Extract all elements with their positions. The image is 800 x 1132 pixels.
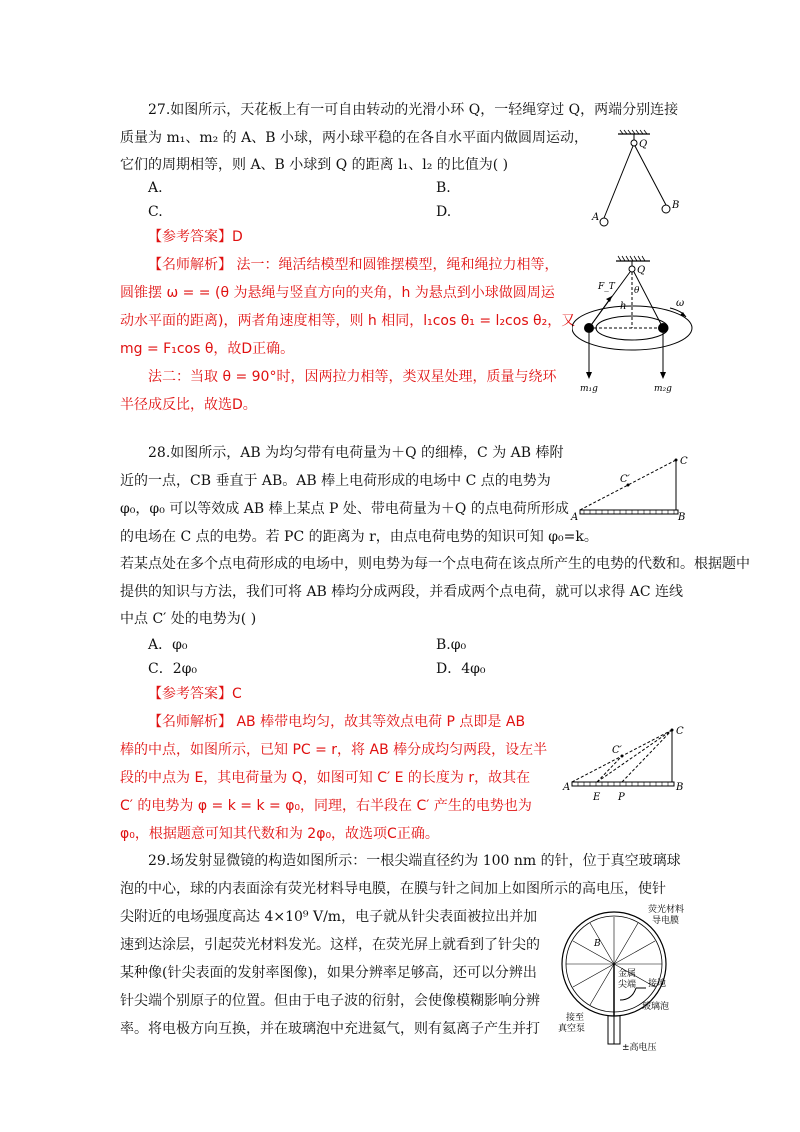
q28-figure-analysis [562, 720, 692, 804]
q27-analysis-3: 动水平面的距离)，两者角速度相等，则 h 相同，l₁cos θ₁ = l₂cos θ₂，又 [120, 313, 576, 329]
q27-figure-pendulums [590, 128, 690, 236]
q27-line-3: 它们的周期相等，则 A、B 小球到 Q 的距离 l₁、l₂ 的比值为( ) [120, 157, 509, 173]
q27-analysis-6: 半径成反比，故选D。 [120, 397, 257, 413]
q28-fig1-label-a: A [571, 512, 579, 522]
q28-fig1-label-cprime: C′ [620, 474, 630, 485]
q29-line-1: 29.场发射显微镜的构造如图所示：一根尖端直径约为 100 nm 的针，位于真空玻璃球 [148, 853, 681, 869]
q27-fig2-label-m2g: m₂g [654, 384, 672, 394]
q27-option-c: C. [148, 204, 163, 220]
q29-fig-label-film: 荧光材料 [648, 905, 685, 915]
q27-fig2-label-ft: F_T [598, 282, 615, 292]
q27-option-b: B. [436, 180, 451, 196]
q28-line-5: 若某点处在多个点电荷形成的电场中，则电势为每一个点电荷在该点所产生的电势的代数和。根据题中 [120, 556, 750, 572]
q29-fig-label-ground: 接地 [648, 979, 667, 989]
q29-line-5: 某种像(针尖表面的发射率图像)，如果分辨率足够高，还可以分辨出 [120, 965, 537, 981]
q29-fig-label-hv: ±高电压 [622, 1043, 657, 1053]
q27-fig2-label-q: Q [637, 265, 646, 276]
q27-analysis-2: 圆锥摆 ω = = (θ 为悬绳与竖直方向的夹角，h 为悬点到小球做圆周运 [120, 285, 555, 301]
q28-fig2-label-b: B [676, 782, 684, 793]
q29-line-2: 泡的中心，球的内表面涂有荧光材料导电膜，在膜与针之间加上如图所示的高电压，使针 [120, 881, 666, 897]
q28-analysis-1: 【名师解析】 AB 棒带电均匀，故其等效点电荷 P 点即是 AB [148, 714, 526, 730]
q27-fig2-label-theta: θ [634, 286, 640, 296]
q29-line-3: 尖附近的电场强度高达 4×10⁹ V/m，电子就从针尖表面被拉出并加 [120, 909, 538, 925]
q28-line-6: 提供的知识与方法，我们可将 AB 棒均分成两段，并看成两个点电荷，就可以求得 AC 连线 [120, 584, 684, 600]
q28-line-7: 中点 C′ 处的电势为( ) [120, 611, 257, 627]
q27-answer: 【参考答案】D [148, 229, 243, 245]
q29-fig-label-pump2: 真空泵 [558, 1024, 586, 1034]
q29-fig-label-tip: 金属 [618, 969, 637, 979]
q27-analysis-5: 法二：当取 θ = 90°时，因两拉力相等，类双星处理，质量与绕环 [148, 369, 557, 385]
q29-fig-label-pump: 接至 [566, 1013, 585, 1023]
q27-option-d: D. [436, 204, 452, 220]
q27-analysis-1: 【名师解析】 法一：绳活结模型和圆锥摆模型，绳和绳拉力相等， [148, 257, 559, 273]
q28-fig2-label-p: P [618, 792, 625, 803]
q27-fig2-label-h: h [620, 301, 627, 312]
q28-line-1: 28.如图所示，AB 为均匀带有电荷量为＋Q 的细棒，C 为 AB 棒附 [148, 445, 564, 461]
q27-line-1: 27.如图所示，天花板上有一可自由转动的光滑小环 Q，一轻绳穿过 Q，两端分别连接 [148, 102, 679, 118]
q27-analysis-4: mg = F₁cos θ，故D正确。 [120, 341, 295, 357]
q28-analysis-4: C′ 的电势为 φ = k = k = φ₀，同理，右半段在 C′ 产生的电势也为 [120, 798, 532, 814]
q28-line-4: 的电场在 C 点的电势。若 PC 的距离为 r，由点电荷电势的知识可知 φ₀=k。 [120, 529, 598, 545]
q27-fig2-label-m1g: m₁g [580, 384, 598, 394]
q29-fig-label-bulb: 玻璃泡 [642, 1002, 670, 1012]
q29-line-6: 针尖端个别原子的位置。但由于电子波的衍射，会使像模糊影响分辨 [120, 993, 540, 1009]
q28-option-c: C．2φ₀ [148, 661, 198, 677]
q27-fig1-label-q: Q [639, 139, 648, 150]
q28-analysis-5: φ₀，根据题意可知其代数和为 2φ₀，故选项C正确。 [120, 826, 439, 842]
q28-analysis-3: 段的中点为 E，其电荷量为 Q，如图可知 C′ E 的长度为 r，故其在 [120, 770, 531, 786]
q29-line-7: 率。将电极方向互换，并在玻璃泡中充进氦气，则有氦离子产生并打 [120, 1021, 540, 1037]
q29-line-4: 速到达涂层，引起荧光材料发光。这样，在荧光屏上就看到了针尖的 [120, 937, 540, 953]
q28-fig2-label-e: E [593, 792, 601, 803]
q28-fig1-label-b: B [678, 512, 686, 522]
q28-line-3: φ₀，φ₀ 可以等效成 AB 棒上某点 P 处、带电荷量为＋Q 的点电荷所形成 [120, 501, 569, 517]
q29-fig-label-b: B [594, 939, 601, 949]
q27-figure-conical [572, 253, 700, 395]
q28-figure-rod [570, 450, 690, 522]
q28-option-b: B.φ₀ [436, 637, 467, 653]
q28-option-a: A．φ₀ [148, 637, 188, 653]
q28-fig2-label-a: A [563, 782, 571, 793]
q28-line-2: 近的一点，CB 垂直于 AB。AB 棒上电荷形成的电场中 C 点的电势为 [120, 473, 551, 489]
q29-fig-label-tip2: 尖端 [618, 980, 637, 990]
q28-option-d: D．4φ₀ [436, 661, 486, 677]
q28-analysis-2: 棒的中点，如图所示，已知 PC = r，将 AB 棒分成均匀两段，设左半 [120, 742, 548, 758]
q29-figure-microscope [552, 904, 702, 1054]
q27-fig2-label-omega: ω [676, 298, 685, 309]
q27-fig1-label-b: B [672, 200, 680, 211]
q27-option-a: A. [148, 180, 163, 196]
q27-line-2: 质量为 m₁、m₂ 的 A、B 小球，两小球平稳的在各自水平面内做圆周运动， [120, 130, 588, 146]
q28-fig2-label-cprime: C′ [612, 745, 622, 756]
q27-fig1-label-a: A [592, 212, 600, 223]
q29-fig-label-film2: 导电膜 [652, 916, 680, 926]
q28-answer: 【参考答案】C [148, 686, 242, 702]
q28-fig2-label-c: C [676, 726, 684, 737]
q28-fig1-label-c: C [680, 456, 688, 467]
